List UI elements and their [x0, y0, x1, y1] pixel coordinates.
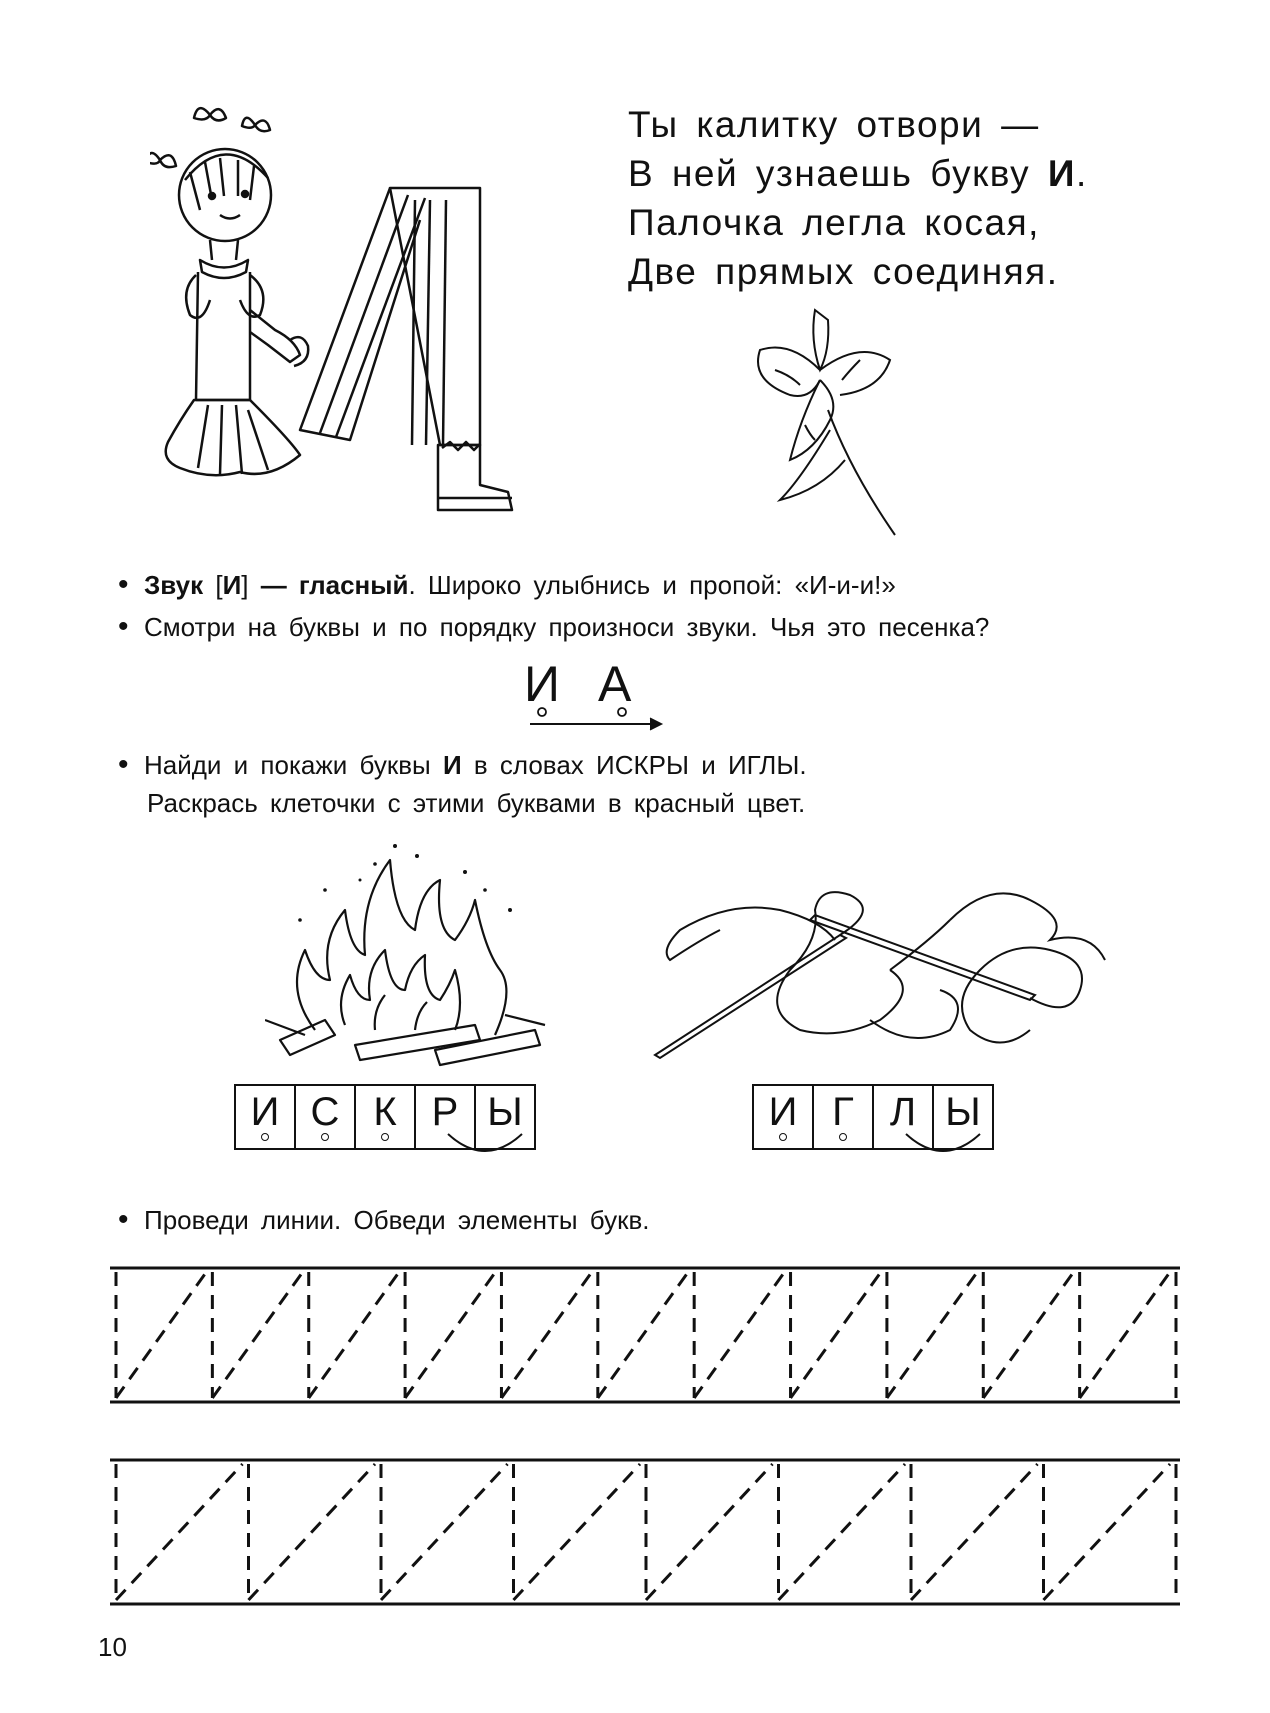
letter-cell[interactable]: Л — [872, 1086, 932, 1148]
dashed-diagonal-stroke — [309, 1272, 399, 1398]
dashed-diagonal-stroke — [381, 1464, 508, 1600]
poem-line-1: Ты калитку отвори — — [628, 104, 1040, 145]
dashed-diagonal-stroke — [501, 1272, 591, 1398]
dashed-diagonal-stroke — [249, 1464, 376, 1600]
bullet-icon: • — [118, 568, 129, 601]
bullet-icon: • — [118, 610, 129, 643]
poem-line-2: В ней узнаешь букву И. — [628, 153, 1088, 194]
letter-cell[interactable]: Ы — [474, 1086, 534, 1148]
dashed-diagonal-stroke — [116, 1272, 206, 1398]
tracing-row-2[interactable] — [110, 1452, 1190, 1612]
dashed-diagonal-stroke — [598, 1272, 688, 1398]
dashed-diagonal-stroke — [212, 1272, 302, 1398]
task-trace-lines: • Проведи линии. Обведи элементы букв. — [118, 1203, 650, 1236]
dashed-diagonal-stroke — [983, 1272, 1073, 1398]
letter-cell[interactable]: И — [236, 1086, 294, 1148]
girl-letter-i-illustration — [150, 100, 530, 540]
poem-line-4: Две прямых соединяя. — [628, 251, 1059, 292]
tracing-row-1[interactable] — [110, 1262, 1190, 1412]
dashed-diagonal-stroke — [116, 1464, 243, 1600]
task-find-letters: • Найди и покажи буквы И в словах ИСКРЫ и ИГЛЫ. — [118, 748, 807, 781]
dashed-diagonal-stroke — [911, 1464, 1038, 1600]
sound-arrow-icon — [520, 704, 670, 732]
page-number: 10 — [98, 1632, 127, 1662]
sound-pair-letters: ИА — [524, 656, 670, 712]
letter-cell[interactable]: И — [754, 1086, 812, 1148]
poem-line-3: Палочка легла косая, — [628, 202, 1040, 243]
dashed-diagonal-stroke — [646, 1464, 773, 1600]
task-pronounce: • Смотри на буквы и по порядку произноси звуки. Чья это песенка? — [118, 610, 990, 643]
letter-cell[interactable]: К — [354, 1086, 414, 1148]
poem-letter-i: И — [1047, 153, 1076, 194]
task-sound-vowel: • Звук [И] — гласный. Широко улыбнись и пропой: «И-и-и!» — [118, 568, 896, 601]
soft-merge-arc-icon — [898, 1128, 988, 1158]
dashed-diagonal-stroke — [1044, 1464, 1171, 1600]
dashed-diagonal-stroke — [514, 1464, 641, 1600]
campfire-icon — [265, 840, 555, 1080]
letter-cell[interactable]: Ы — [932, 1086, 992, 1148]
dashed-diagonal-stroke — [405, 1272, 495, 1398]
task-color-cells: Раскрась клеточки с этими буквами в красный цвет. — [147, 788, 806, 818]
dashed-diagonal-stroke — [779, 1464, 906, 1600]
poem — [628, 100, 1088, 296]
letter-cell[interactable]: Р — [414, 1086, 474, 1148]
dashed-diagonal-stroke — [1080, 1272, 1170, 1398]
iris-flower-icon — [720, 300, 920, 560]
dashed-diagonal-stroke — [887, 1272, 977, 1398]
needles-icon — [650, 880, 1110, 1070]
letter-cell[interactable]: Г — [812, 1086, 872, 1148]
bullet-icon: • — [118, 748, 129, 781]
dashed-diagonal-stroke — [694, 1272, 784, 1398]
soft-merge-arc-icon — [440, 1128, 530, 1158]
letter-cell[interactable]: С — [294, 1086, 354, 1148]
bullet-icon: • — [118, 1203, 129, 1236]
dashed-diagonal-stroke — [791, 1272, 881, 1398]
